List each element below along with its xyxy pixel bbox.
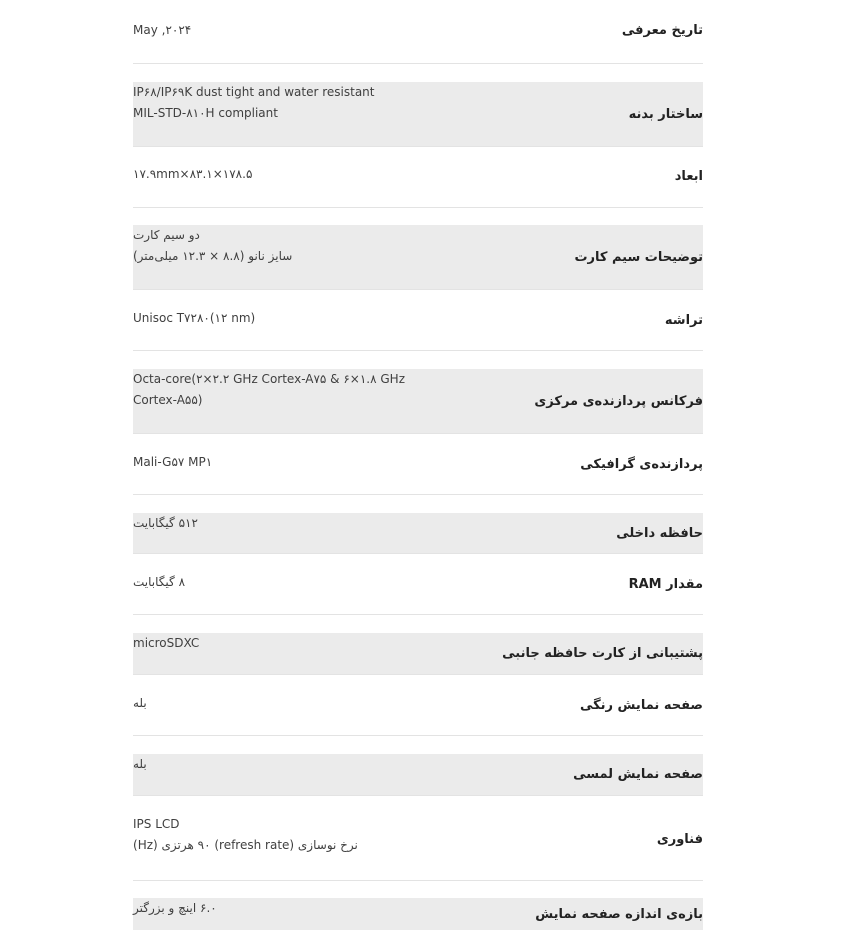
spec-label: تراشه — [664, 312, 703, 328]
spec-value — [133, 452, 463, 473]
spec-row-body-build — [133, 82, 703, 146]
spec-value-line: Cortex-A۵۵) — [133, 393, 203, 407]
spec-value — [133, 369, 463, 411]
spec-value — [133, 20, 463, 41]
spec-value-line: microSDXC — [133, 636, 200, 650]
row-divider — [133, 795, 703, 796]
spec-row-touch-display — [133, 754, 703, 795]
row-divider — [133, 63, 703, 64]
spec-value — [133, 754, 463, 775]
row-divider — [133, 289, 703, 290]
spec-value-line: ۶.۰ اینچ و بزرگتر — [133, 901, 217, 915]
spec-value-line: ۸ گیگابایت — [133, 575, 186, 589]
spec-label: صفحه نمایش لمسی — [573, 767, 703, 782]
spec-value-line: بله — [133, 696, 147, 710]
spec-value-line: دو سیم کارت — [133, 228, 200, 242]
spec-value-line: Octa-core(۲×۲.۲ GHz Cortex-A۷۵ & ۶×۱.۸ GHz — [133, 372, 405, 386]
spec-value-line: ۱۷.۹mm×۸۳.۱×۱۷۸.۵ — [133, 167, 253, 181]
spec-row-ram — [133, 558, 703, 610]
spec-label: بازه‌ی اندازه صفحه نمایش — [535, 906, 703, 922]
spec-label: ساختار بدنه — [628, 106, 703, 122]
spec-value — [133, 633, 463, 654]
spec-value — [133, 164, 463, 185]
spec-value — [133, 814, 463, 856]
spec-value-line: سایز نانو (۸.۸ × ۱۲.۳ میلی‌متر) — [133, 249, 293, 263]
spec-row-cpu — [133, 369, 703, 433]
spec-label: فناوری — [656, 831, 703, 847]
spec-value — [133, 898, 463, 919]
spec-value-line: بله — [133, 757, 147, 771]
spec-value — [133, 308, 463, 329]
spec-value-line: Mali-G۵۷ MP۱ — [133, 455, 213, 469]
spec-value-line: May ,۲۰۲۴ — [133, 23, 192, 37]
spec-value — [133, 225, 463, 267]
row-divider — [133, 207, 703, 208]
spec-value-line: IP۶۸/IP۶۹K dust tight and water resistant — [133, 85, 375, 99]
row-divider — [133, 553, 703, 554]
row-divider — [133, 674, 703, 675]
spec-row-release-date — [133, 4, 703, 56]
row-divider — [133, 146, 703, 147]
spec-label: حافظه داخلی — [616, 525, 703, 541]
spec-label: صفحه نمایش رنگی — [579, 697, 703, 713]
spec-row-gpu — [133, 438, 703, 490]
spec-label: ابعاد — [674, 168, 703, 184]
spec-label: مقدار RAM — [628, 576, 703, 592]
row-divider — [133, 494, 703, 495]
spec-row-color-display — [133, 679, 703, 731]
spec-value — [133, 693, 463, 714]
spec-label: فرکانس پردازنده‌ی مرکزی — [534, 393, 703, 409]
spec-row-dimensions — [133, 150, 703, 202]
spec-row-screen-size-range — [133, 898, 703, 930]
row-divider — [133, 614, 703, 615]
spec-row-memory-card — [133, 633, 703, 674]
spec-row-storage — [133, 513, 703, 553]
spec-value-line: MIL-STD-۸۱۰H compliant — [133, 106, 278, 120]
spec-value-line: ۵۱۲ گیگابایت — [133, 516, 198, 530]
row-divider — [133, 880, 703, 881]
spec-row-technology — [133, 800, 703, 878]
row-divider — [133, 735, 703, 736]
spec-value-line: IPS LCD — [133, 817, 180, 831]
spec-value-line: Unisoc T۷۲۸۰(۱۲ nm) — [133, 311, 256, 325]
row-divider — [133, 350, 703, 351]
spec-label: تاریخ معرفی — [621, 22, 703, 38]
spec-value-line: نرخ نوسازی (refresh rate) ۹۰ هرتزی (Hz) — [133, 838, 358, 852]
spec-value — [133, 82, 463, 124]
row-divider — [133, 433, 703, 434]
spec-label: پشتیبانی از کارت حافظه جانبی — [502, 646, 703, 661]
spec-value — [133, 513, 463, 534]
spec-row-chipset — [133, 294, 703, 346]
spec-label: پردازنده‌ی گرافیکی — [580, 456, 703, 472]
spec-value — [133, 572, 463, 593]
spec-row-sim — [133, 225, 703, 289]
spec-label: توضیحات سیم کارت — [574, 249, 703, 265]
